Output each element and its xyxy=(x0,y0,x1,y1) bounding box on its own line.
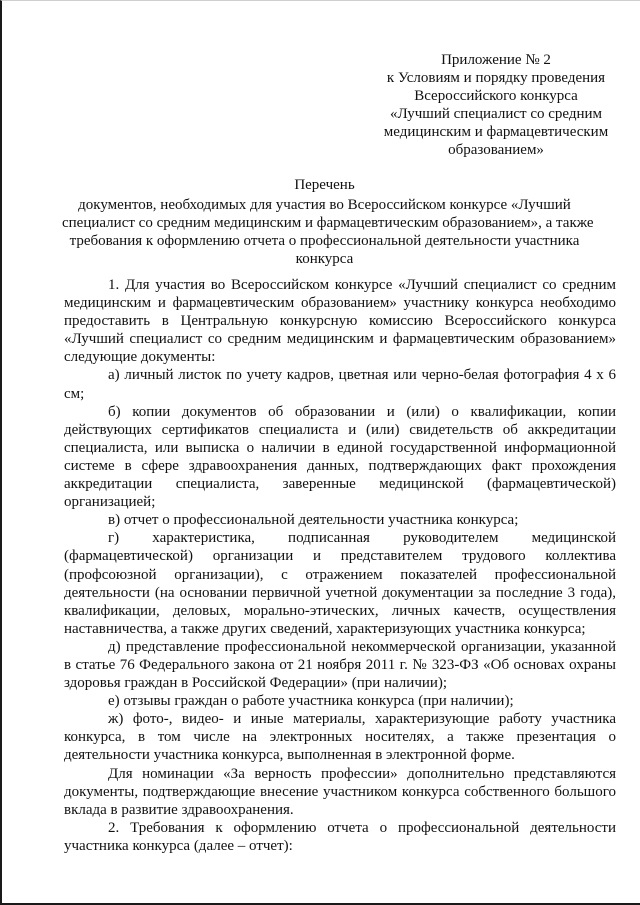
list-item-v: в) отчет о профессиональной деятельности участника конкурса; xyxy=(108,512,519,529)
title-line: специалист со средним медицинским и фармацевтическим образованием», а также xyxy=(62,215,594,231)
appendix-line: медицинским и фармацевтическим xyxy=(383,124,609,140)
list-item-b: б) копии документов об образовании и (или) о квалификации, копии действующих сертификатов специалиста и (или) свидетельств об аккредитации специалиста, или выписка о наличии в единой государственной информационной системе в сфере здравоохранения данных, подтверждающих факт прохождения аккредитации специалиста, заверенные медицинской (фармацевтической) организацией; xyxy=(64,403,616,511)
document-body xyxy=(64,276,616,855)
appendix-line: Приложение № 2 xyxy=(441,52,551,68)
title-line: документов, необходимых для участия во Всероссийском конкурсе «Лучший xyxy=(78,197,571,213)
appendix-line: образованием» xyxy=(448,142,544,158)
appendix-line: «Лучший специалист со средним xyxy=(389,106,603,122)
appendix-line: Всероссийского конкурса xyxy=(414,88,578,104)
list-item-zh: ж) фото-, видео- и иные материалы, характеризующие работу участника конкурса, в том числе на электронных носителях, а также презентация о деятельности участника конкурса, выполненная в электронной форме. xyxy=(64,711,616,764)
title-line: требования к оформлению отчета о профессиональной деятельности участника xyxy=(69,233,580,249)
nomination-paragraph: Для номинации «За верность профессии» дополнительно представляются документы, подтверждающие внесение участником конкурса собственного большого вклада в развитие здравоохранения. xyxy=(64,765,616,818)
list-item-d: д) представление профессиональной некоммерческой организации, указанной в статье 76 Федерального закона от 21 ноября 2011 г. № 323-ФЗ «Об основах охраны здоровья граждан в Российской Федерации» (при наличии); xyxy=(64,638,616,692)
title-heading: Перечень xyxy=(294,177,355,193)
list-item-a: а) личный листок по учету кадров, цветная или черно-белая фотография 4 х 6 см; xyxy=(64,367,616,402)
paragraph-1: 1. Для участия во Всероссийском конкурсе «Лучший специалист со средним медицинским и фармацевтическим образованием» участнику конкурса необходимо предоставить в Центральную конкурсную комиссию Всероссийского конкурса «Лучший специалист со средним медицинским и фармацевтическим образованием» следующие документы: xyxy=(64,277,616,366)
appendix-header xyxy=(374,51,618,159)
title-line: конкурса xyxy=(295,251,354,267)
list-item-e: е) отзывы граждан о работе участника конкурса (при наличии); xyxy=(108,693,514,710)
appendix-line: к Условиям и порядку проведения xyxy=(386,70,606,86)
document-title xyxy=(62,176,594,268)
paragraph-2: 2. Требования к оформлению отчета о профессиональной деятельности участника конкурса (далее – отчет): xyxy=(64,819,616,854)
list-item-g: г) характеристика, подписанная руководителем медицинской (фармацевтической) организации и представителем трудового коллектива (профсоюзной организации), с отражением показателей профессиональной деятельности (на основании первичной учетной документации за последние 3 года), квалификации, деловых, морально-этических, личных качеств, осуществления наставничества, а также других сведений, характеризующих участника конкурса; xyxy=(64,530,616,637)
